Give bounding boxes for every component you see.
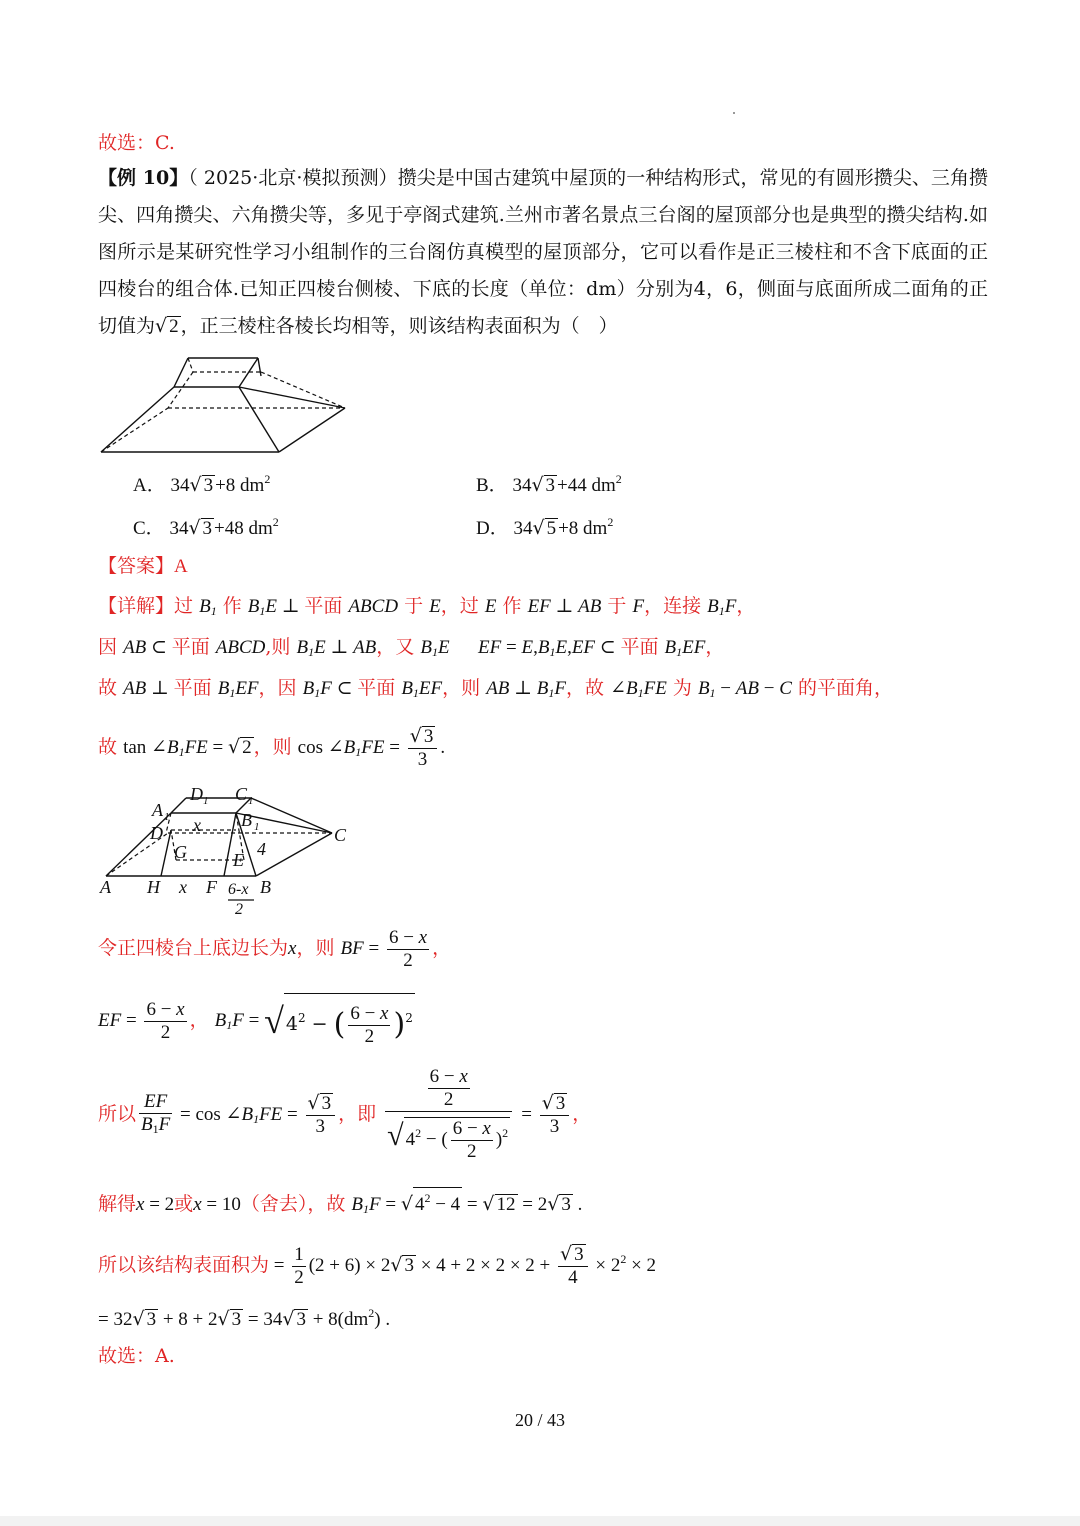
option-c-rest: +48 dm [214,518,273,539]
final-answer: 故选：A. [98,1345,175,1367]
option-d-letter: D． [476,518,509,539]
label-four: 4 [257,839,266,859]
option-c[interactable]: C． 34√ 3 +48 $dm^2$ [133,515,279,539]
option-c-coef: 34 [169,518,189,539]
option-b-exp: 2 [615,472,622,486]
label-c1: C [235,784,248,804]
roof-model-figure [96,350,356,460]
area-result-line: = 32√ 3 + 8 + 2√ 3 = 34√ $3 + 8(dm^2)$ . [98,1306,391,1330]
example-text-end: ，正三棱柱各棱长均相等，则该结构表面积为（ ） [180,315,618,337]
option-a-rest: +8 dm [215,475,265,496]
label-a: A [100,877,111,897]
svg-text:1: 1 [254,821,260,833]
option-b[interactable]: B． 34√ 3 +44 $dm^2$ [476,472,622,496]
label-d: D [150,823,163,843]
cos-ratio-line: 所以 $\frac{EF}{B_1F}$ = $\cos \angle B_1FE$ = $\frac{√ 3}{3}$ ，即 $\frac{6 - x}{2}$ √ $4^2$ − ( $\frac{6 - x}{2}$ )$^2$ = $\frac{√ 3}{3}$ ， [98,1066,592,1163]
option-d-exp: 2 [607,515,614,529]
option-c-radicand: 3 [202,518,213,539]
bottom-bar [0,1516,1080,1526]
detail-line-3: 故 AB ⊥ 平面 $B_1EF$，因 $B_1F$ ⊂ 平面 $B_1EF$，则 AB ⊥ $B_1F$，故 $\angle B_1FE$ 为 $B_1$ − AB − C 的平面角， [98,677,893,700]
label-two: 2 [235,901,243,918]
option-d-coef: 34 [513,518,533,539]
option-a-coef: 34 [170,475,190,496]
frustum-figure [96,780,366,920]
option-a-exp: 2 [264,472,271,486]
option-c-exp: 2 [272,515,279,529]
ef-line: EF = $\frac{6 - x}{2}$ ， $B_1F$ = √ $4^2$ − ( $\frac{6 - x}{2}$ )$^2$ [98,990,415,1055]
example-source: （ 2025·北京·模拟预测） [188,167,398,189]
option-a-letter: A． [133,475,166,496]
label-b: B [260,877,271,897]
example-text: 攒尖是中国古建筑中屋顶的一种结构形式，常见的有圆形攒尖、三角攒尖、四角攒尖、六角攒尖等，多见于亭阁式建筑.兰州市著名景点三台阁的屋顶部分也是典型的攒尖结构.如图所示是某研究性学习小组制作的三台阁仿真模型的屋顶部分，它可以看作是正三棱柱和不含下底面的正四棱台的组合体.已知正四棱台侧棱、下底的长度（单位：dm）分别为4，6，侧面与底面所成二面角的正切值为 [98,167,988,337]
option-b-rest: +44 dm [557,475,616,496]
label-b1: B [241,810,252,830]
previous-answer: 故选：C. [98,132,175,154]
label-h: H [147,877,160,897]
label-x-bottom: x [179,877,187,897]
svg-text:1: 1 [164,811,170,823]
option-c-letter: C． [133,518,165,539]
let-line: 令正四棱台上底边长为x，则 BF = $\frac{6 - x}{2}$ ， [98,926,452,971]
svg-text:1: 1 [248,795,254,807]
option-d-radicand: 5 [546,518,557,539]
answer-label: 【答案】 [98,555,175,577]
label-x-top: x [193,815,201,835]
option-d[interactable]: D． 34√ 5 +8 $dm^2$ [476,515,614,539]
label-e: E [233,850,244,870]
answer-line [98,553,188,580]
detail-line-1: 【详解】过 $B_1$ 作 $B_1E$ ⊥ 平面 ABCD 于 E，过 E 作 EF ⊥ AB 于 F，连接 $B_1F$， [98,595,756,618]
detail-line-2: 因 AB ⊂ 平面 ABCD,则 $B_1E$ ⊥ AB，又 $B_1E$ EF = $E,B_1E,EF$ ⊂ 平面 $B_1EF$， [98,636,725,659]
svg-text:1: 1 [203,795,209,807]
label-a1: A [152,800,163,820]
label-c: C [334,825,347,845]
detail-line-4: 故 $\tan \angle B_1FE$ = √ 2 ，则 $\cos \angle B_1FE$ = $\frac{√ 3}{3}$ . [98,725,446,770]
option-a-radicand: 3 [203,475,214,496]
option-b-letter: B． [476,475,508,496]
solve-line: 解得x = 2或x = 10（舍去），故 $B_1F$ = √ $4^2 - 4$ = √ 12 = 2√ 3 . [98,1187,582,1222]
label-d1: D [190,784,203,804]
option-a[interactable]: A． 34√ 3 +8 $dm^2$ [133,472,271,496]
option-d-rest: +8 dm [558,518,608,539]
detail-label: 【详解】 [98,595,175,617]
example-question: 【例 10】（ 2025·北京·模拟预测）攒尖是中国古建筑中屋顶的一种结构形式，常见的有圆形攒尖、三角攒尖、四角攒尖、六角攒尖等，多见于亭阁式建筑.兰州市著名景点三台阁的屋顶部分也是典型的攒尖结构.如图所示是某研究性学习小组制作的三台阁仿真模型的屋顶部分，它可以看作是正三棱柱和不含下底面的正四棱台的组合体.已知正四棱台侧棱、下底的长度（单位：dm）分别为4，6，侧面与底面所成二面角的正切值为√ 2 ，正三棱柱各棱长均相等，则该结构表面积为（ ） [98,167,988,337]
answer-value: A [174,556,188,577]
option-b-radicand: 3 [545,475,556,496]
example-label: 【例 10】 [98,167,189,189]
label-six-minus-x: 6-x [228,881,249,898]
page-number: 20 / 43 [514,1410,565,1430]
scan-speck [733,112,735,114]
example-sqrt: 2 [169,316,179,337]
option-b-coef: 34 [512,475,532,496]
label-f: F [206,877,217,897]
label-g: G [174,842,187,862]
area-line: 所以该结构表面积为 = $\frac{1}{2}$ (2 + 6) × 2√ 3 × 4 + 2 × 2 × 2 + $\frac{√ 3}{4}$ × $2^2 \times 2$ [98,1243,657,1288]
